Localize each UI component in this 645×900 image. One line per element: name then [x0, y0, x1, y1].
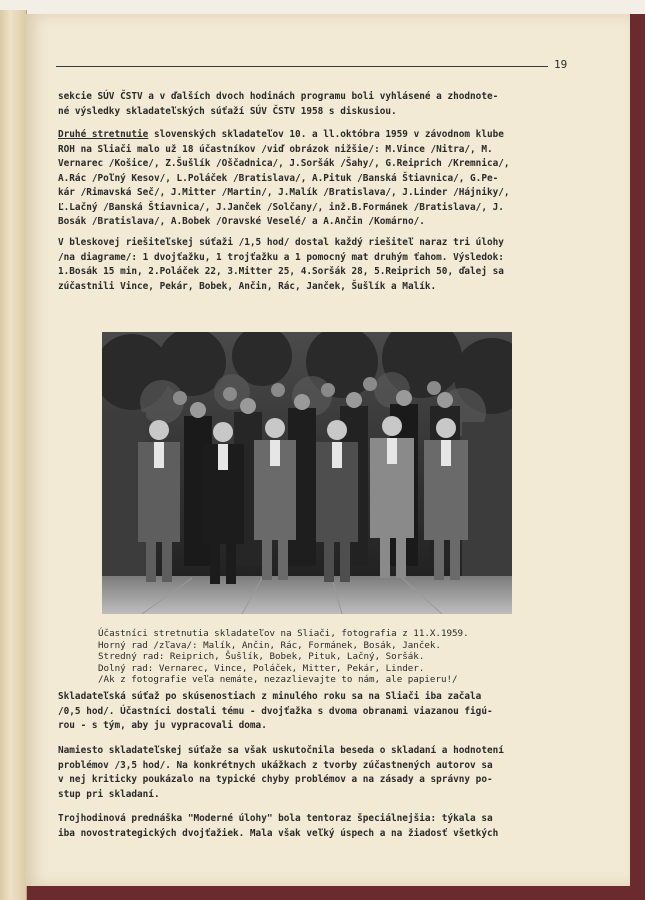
text-line: V bleskovej riešiteľskej súťaži /1,5 hod/ dostal každý riešiteľ naraz tri úlohy: [58, 237, 504, 248]
lecture-paragraph: [58, 812, 574, 841]
caption-line: /Ak z fotografie veľa nemáte, nezazlievajte to nám, ale papieru!/: [98, 674, 458, 686]
binder-top-edge: [0, 0, 645, 14]
text-line: iba novostrategických dvojťažiek. Mala však veľký úspech a na žiadosť všetkých: [58, 827, 499, 839]
text-line: rou - s tým, aby ju vypracovali doma.: [58, 720, 267, 731]
text-line: v nej kriticky poukázalo na typické chyby problémov a na zásady a správny po-: [58, 774, 493, 785]
text-line: /0,5 hod/. Účastníci dostali tému - dvojťažka s dvoma obranami viazanou figú-: [58, 705, 493, 717]
caption-line: Účastníci stretnutia skladateľov na Sliači, fotografia z 11.X.1959.: [98, 628, 469, 639]
top-paragraph: [58, 90, 574, 119]
text-line: né výsledky skladateľských súťaží SÚV ČSTV 1958 s diskusiou.: [58, 105, 397, 117]
binder-spine: [0, 10, 27, 900]
text-line: Trojhodinová prednáška "Moderné úlohy" bola tentoraz špeciálnejšia: týkala sa: [58, 813, 493, 824]
paragraph-heading: Druhé stretnutie: [58, 129, 149, 140]
solving-contest-paragraph: [58, 236, 574, 294]
photo-caption: [98, 628, 568, 686]
text-line: kár /Rimavská Seč/, J.Mitter /Martin/, J.Malík /Bratislava/, J.Linder /Hájniky/,: [58, 187, 510, 198]
text-line: [58, 128, 574, 143]
text-line: ROH na Sliači malo už 18 účastníkov /viď obrázok nižšie/: M.Vince /Nitra/, M.: [58, 143, 493, 155]
group-photograph-image: [102, 332, 512, 614]
text-line: stup pri skladaní.: [58, 788, 160, 800]
caption-line: Horný rad /zľava/: Malík, Ančin, Rác, Formánek, Bosák, Janček.: [98, 639, 441, 651]
second-meeting-paragraph: [58, 128, 574, 230]
text-line-rest: slovenských skladateľov 10. a ll.októbra 1959 v závodnom klube: [148, 129, 504, 140]
text-line: Bosák /Bratislava/, A.Bobek /Oravské Veselé/ a A.Ančin /Komárno/.: [58, 216, 425, 227]
text-line: A.Rác /Poľný Kesov/, L.Poláček /Bratislava/, A.Pituk /Banská Štiavnica/, G.Pe-: [58, 172, 499, 184]
text-line: /na diagrame/: 1 dvojťažku, 1 trojťažku a 1 pomocný mat druhým ťahom. Výsledok:: [58, 251, 504, 263]
caption-line: Dolný rad: Vernarec, Vince, Poláček, Mitter, Pekár, Linder.: [98, 662, 425, 674]
header-rule: [56, 66, 548, 67]
text-line: problémov /3,5 hod/. Na konkrétnych ukážkach z tvorby zúčastnených autorov sa: [58, 759, 493, 771]
text-line: zúčastnili Vince, Pekár, Bobek, Ančin, Rác, Janček, Šušlík a Malík.: [58, 280, 437, 292]
text-line: sekcie SÚV ČSTV a v ďalších dvoch hodinách programu boli vyhlásené a zhodnote-: [58, 91, 499, 102]
document-page: [26, 14, 630, 886]
text-line: Vernarec /Košice/, Z.Šušlík /Oščadnica/, J.Soršák /Šahy/, G.Reiprich /Kremnica/,: [58, 158, 510, 169]
discussion-paragraph: [58, 744, 574, 802]
caption-line: Stredný rad: Reiprich, Šušlík, Bobek, Pituk, Lačný, Soršák.: [98, 651, 425, 663]
text-line: Ľ.Lačný /Banská Štiavnica/, J.Janček /Solčany/, inž.B.Formánek /Bratislava/, J.: [58, 201, 504, 213]
text-line: 1.Bosák 15 min, 2.Poláček 22, 3.Mitter 25, 4.Soršák 28, 5.Reiprich 50, ďalej sa: [58, 266, 504, 277]
text-line: Skladateľská súťaž po skúsenostiach z minulého roku sa na Sliači iba začala: [58, 691, 482, 702]
page-number: 19: [554, 58, 568, 71]
group-photograph: [102, 332, 512, 614]
composing-contest-paragraph: [58, 690, 574, 734]
text-line: Namiesto skladateľskej súťaže sa však uskutočnila beseda o skladaní a hodnotení: [58, 745, 504, 756]
